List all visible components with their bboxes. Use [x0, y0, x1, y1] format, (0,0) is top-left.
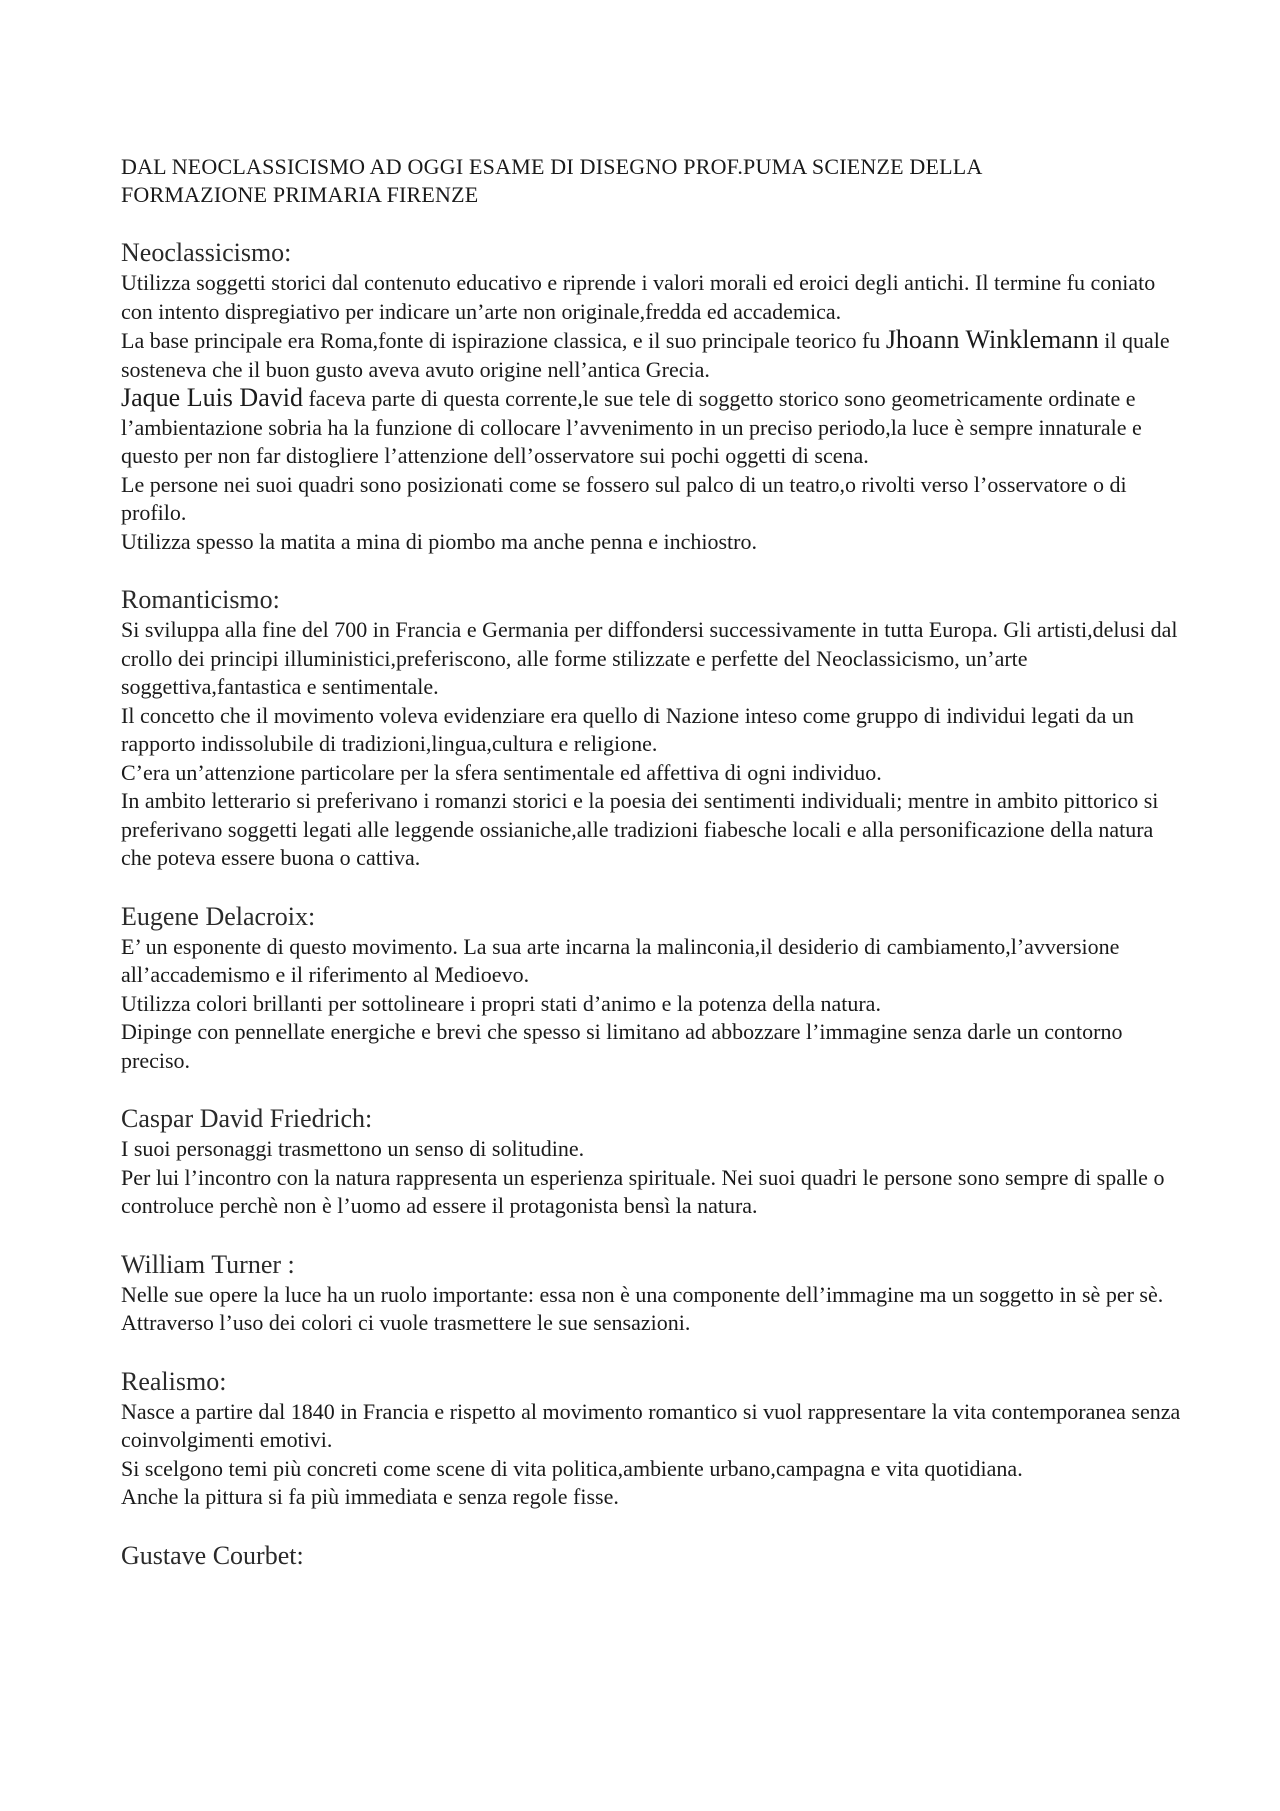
paragraph-text: La base principale era Roma,fonte di ispirazione classica, e il suo principale teorico fu [121, 328, 886, 353]
paragraph: Per lui l’incontro con la natura rappresenta un esperienza spirituale. Nei suoi quadri le persone sono sempre di spalle o controluce perchè non è l’uomo ad essere il protagonista bensì la natura. [121, 1164, 1165, 1218]
paragraph: Utilizza soggetti storici dal contenuto educativo e riprende i valori morali ed eroici degli antichi. Il termine fu coniato con intento dispregiativo per indicare un’arte non originale,fredda ed accademica. [121, 270, 1156, 324]
paragraph: Si scelgono temi più concreti come scene di vita politica,ambiente urbano,campagna e vita quotidiana. [121, 1455, 1023, 1481]
paragraph: In ambito letterario si preferivano i romanzi storici e la poesia dei sentimenti individuali; mentre in ambito pittorico si preferivano soggetti legati alle leggende ossianiche,alle tradizioni fiabesche locali e alla personificazione della natura che poteva essere buona o cattiva. [121, 788, 1159, 870]
section-heading: Realismo: [121, 1366, 227, 1396]
paragraph: Utilizza spesso la matita a mina di piombo ma anche penna e inchiostro. [121, 528, 757, 554]
paragraph [121, 384, 1181, 471]
document-title-line-1: DAL NEOCLASSICISMO AD OGGI ESAME DI DISEGNO PROF.PUMA SCIENZE DELLA [121, 154, 983, 179]
section-heading: Caspar David Friedrich: [121, 1104, 373, 1133]
paragraph: E’ un esponente di questo movimento. La sua arte incarna la malinconia,il desiderio di cambiamento,l’avversione all’accademismo e il riferimento al Medioevo. [121, 933, 1120, 987]
paragraph: Utilizza colori brillanti per sottolineare i propri stati d’animo e la potenza della natura. [121, 990, 881, 1016]
section-realismo [121, 1366, 1181, 1512]
paragraph-text: il quale sosteneva che il buon gusto aveva avuto origine nell’antica Grecia. [121, 328, 1170, 382]
section-eugene-delacroix [121, 901, 1181, 1076]
person-name: Jhoann Winklemann [885, 325, 1099, 354]
paragraph: I suoi personaggi trasmettono un senso di solitudine. [121, 1136, 585, 1161]
paragraph: Il concetto che il movimento voleva evidenziare era quello di Nazione inteso come gruppo di individui legati da un rapporto indissolubile di tradizioni,lingua,cultura e religione. [121, 702, 1134, 756]
person-name: Jaque Luis David [121, 383, 303, 412]
section-heading: Gustave Courbet: [121, 1540, 304, 1570]
section-heading: Neoclassicismo: [121, 238, 292, 267]
paragraph: Si sviluppa alla fine del 700 in Francia e Germania per diffondersi successivamente in tutta Europa. Gli artisti,delusi dal crollo dei principi illuministici,preferiscono, alle forme stilizzate e perfette del Neoclassicismo, un’arte soggettiva,fantastica e sentimentale. [121, 617, 1178, 699]
paragraph: Le persone nei suoi quadri sono posizionati come se fossero sul palco di un teatro,o rivolti verso l’osservatore o di profilo. [121, 471, 1127, 525]
section-william-turner [121, 1249, 1181, 1338]
section-neoclassicismo [121, 237, 1181, 556]
paragraph: C’era un’attenzione particolare per la sfera sentimentale ed affettiva di ogni individuo. [121, 759, 882, 785]
paragraph [121, 326, 1181, 384]
document-title-line-2: FORMAZIONE PRIMARIA FIRENZE [121, 182, 479, 207]
section-heading: Romanticismo: [121, 585, 280, 614]
document-title [121, 153, 1181, 209]
paragraph: Nasce a partire dal 1840 in Francia e rispetto al movimento romantico si vuol rappresentare la vita contemporanea senza coinvolgimenti emotivi. [121, 1398, 1181, 1452]
paragraph: Dipinge con pennellate energiche e brevi che spesso si limitano ad abbozzare l’immagine senza darle un contorno preciso. [121, 1019, 1123, 1073]
section-romanticismo [121, 584, 1181, 873]
paragraph: Anche la pittura si fa più immediata e senza regole fisse. [121, 1484, 619, 1509]
paragraph-text: faceva parte di questa corrente,le sue tele di soggetto storico sono geometricamente ordinate e l’ambientazione sobria ha la funzione di collocare l’avvenimento in un preciso periodo,la luce è sempre innaturale e questo per non far distogliere l’attenzione dell’osservatore sui pochi oggetti di scena. [121, 386, 1142, 468]
section-caspar-david-friedrich [121, 1103, 1181, 1221]
section-heading: Eugene Delacroix: [121, 901, 316, 931]
section-heading: William Turner : [121, 1249, 295, 1279]
document-page [121, 153, 1181, 1572]
paragraph: Nelle sue opere la luce ha un ruolo importante: essa non è una componente dell’immagine ma un soggetto in sè per sè. Attraverso l’uso dei colori ci vuole trasmettere le sue sensazioni. [121, 1281, 1164, 1335]
section-gustave-courbet [121, 1540, 1181, 1572]
